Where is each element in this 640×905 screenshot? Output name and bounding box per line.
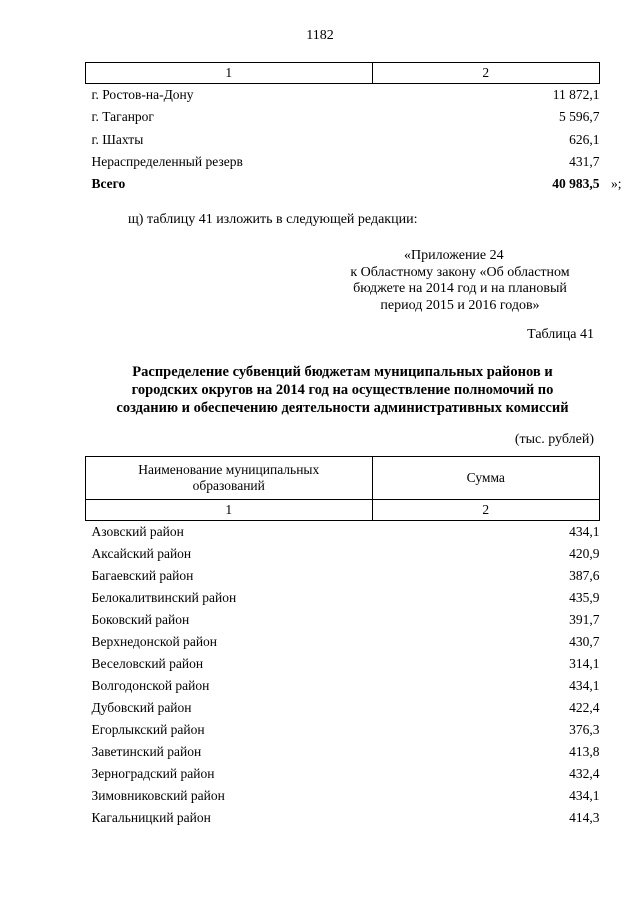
row-name: Заветинский район (91, 744, 202, 759)
table-row (86, 631, 600, 653)
heading-line-1: Распределение субвенций бюджетам муниципальных районов и (132, 364, 553, 380)
row-value: 5 596,7 (559, 109, 600, 125)
table-row (86, 719, 600, 741)
row-value: 391,7 (569, 612, 600, 627)
total-value-cell (372, 173, 622, 195)
subvention-table (85, 456, 600, 829)
row-value: 434,1 (569, 678, 600, 693)
col-header-name-line-1: Наименование муниципальных (138, 462, 320, 477)
col-number-2: 2 (372, 500, 599, 521)
row-name: Багаевский район (91, 568, 194, 583)
table-row (86, 763, 600, 785)
table-row (86, 653, 600, 675)
row-name: Боковский район (91, 612, 190, 627)
row-name: Дубовский район (91, 700, 192, 715)
row-value: 431,7 (569, 154, 600, 170)
row-name: Веселовский район (91, 656, 204, 671)
table-row (86, 84, 600, 107)
col-header-sum: Сумма (372, 457, 599, 500)
row-name: Егорлыкский район (91, 722, 205, 737)
amendment-instruction: щ) таблицу 41 изложить в следующей редакции: (128, 212, 418, 227)
row-name: Верхнедонской район (91, 634, 218, 649)
appendix-title: «Приложение 24 (404, 248, 504, 263)
row-name: г. Шахты (91, 131, 144, 147)
heading-line-2: городских округов на 2014 год на осуществление полномочий по (131, 382, 554, 398)
row-value: 626,1 (569, 131, 600, 147)
top-budget-table (85, 62, 622, 195)
table-number: Таблица 41 (527, 327, 594, 342)
table-row (86, 151, 600, 173)
table-row (86, 697, 600, 719)
table-row (86, 609, 600, 631)
row-value: 387,6 (569, 568, 600, 583)
row-value: 414,3 (569, 810, 600, 825)
units-label: (тыс. рублей) (514, 432, 594, 447)
main-table-col-numbers (86, 500, 600, 521)
total-label: Всего (91, 176, 126, 192)
top-table-header (86, 63, 600, 84)
col-header-name-line-2: образований (192, 478, 265, 493)
table-row (86, 521, 600, 544)
appendix-line-2: к Областному закону «Об областном (350, 264, 570, 280)
table-row (86, 129, 600, 151)
row-name: Нераспределенный резерв (91, 154, 243, 170)
row-name: г. Ростов-на-Дону (91, 87, 194, 103)
col-header-name (86, 457, 373, 500)
row-name: г. Таганрог (91, 109, 154, 125)
table-row (86, 741, 600, 763)
table-row (86, 587, 600, 609)
row-value: 420,9 (569, 546, 600, 561)
col-number-1: 1 (86, 500, 373, 521)
total-row (86, 173, 600, 195)
row-value: 11 872,1 (552, 87, 600, 103)
main-table-header (86, 457, 600, 500)
appendix-block (330, 248, 590, 314)
table-row (86, 785, 600, 807)
table-row (86, 565, 600, 587)
total-value: 40 983,5 (552, 176, 600, 192)
row-value: 430,7 (569, 634, 600, 649)
table-heading (95, 363, 590, 417)
table-row (86, 106, 600, 128)
row-value: 376,3 (569, 722, 600, 737)
table-row (86, 807, 600, 829)
row-name: Аксайский район (91, 546, 192, 561)
row-value: 435,9 (569, 590, 600, 605)
table-row (86, 675, 600, 697)
row-value: 422,4 (569, 700, 600, 715)
row-value: 432,4 (569, 766, 600, 781)
page-number: 1182 (306, 28, 334, 43)
row-name: Зимовниковский район (91, 788, 225, 803)
row-name: Волгодонской район (91, 678, 210, 693)
row-value: 413,8 (569, 744, 600, 759)
heading-line-3: созданию и обеспечению деятельности административных комиссий (116, 400, 569, 416)
row-name: Азовский район (91, 524, 184, 539)
row-name: Белокалитвинский район (91, 590, 237, 605)
total-suffix: »; (610, 176, 622, 192)
row-name: Зерноградский район (91, 766, 215, 781)
appendix-line-4: период 2015 и 2016 годов» (380, 297, 540, 313)
top-table-col-2-number: 2 (372, 63, 599, 84)
row-name: Кагальницкий район (91, 810, 211, 825)
row-value: 434,1 (569, 524, 600, 539)
row-value: 434,1 (569, 788, 600, 803)
appendix-line-3: бюджете на 2014 год и на плановый (353, 281, 567, 296)
top-table-col-1-number: 1 (86, 63, 373, 84)
table-row (86, 543, 600, 565)
row-value: 314,1 (569, 656, 600, 671)
